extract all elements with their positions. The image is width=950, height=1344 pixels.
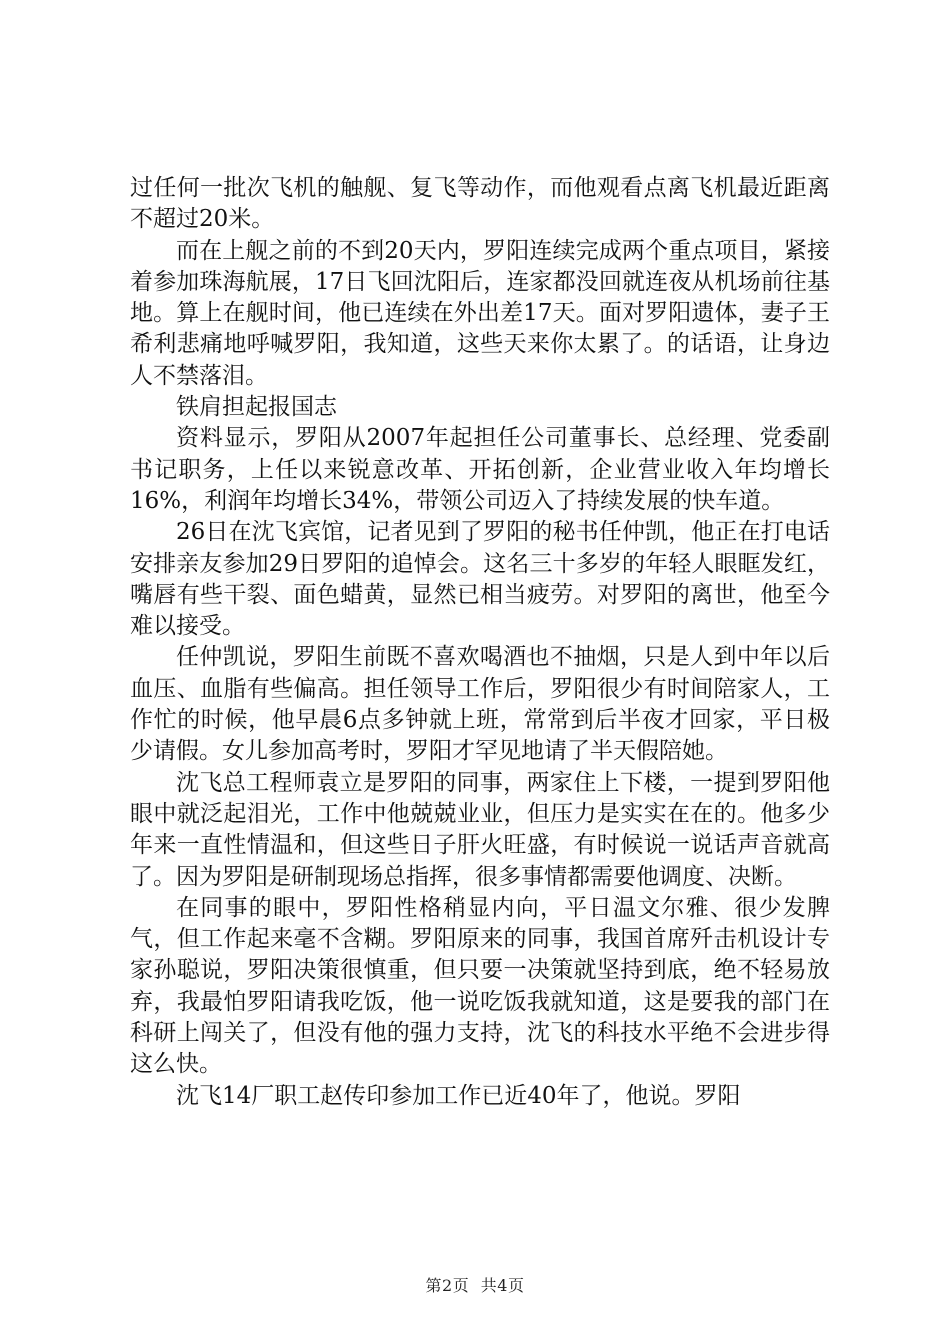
page-total: 共4页 (480, 1276, 525, 1295)
paragraph: 任仲凯说，罗阳生前既不喜欢喝酒也不抽烟，只是人到中年以后血压、血脂有些偏高。担任领导工作后，罗阳很少有时间陪家人，工作忙的时候，他早晨6点多钟就上班，常常到后半夜才回家，平日极少请假。女儿参加高考时，罗阳才罕见地请了半天假陪她。 (130, 644, 830, 765)
page-number: 第2页 (425, 1276, 470, 1295)
document-body (130, 173, 830, 1112)
paragraph: 资料显示，罗阳从2007年起担任公司董事长、总经理、党委副书记职务，上任以来锐意改革、开拓创新，企业营业收入年均增长16%，利润年均增长34%，带领公司迈入了持续发展的快车道。 (130, 425, 830, 514)
section-heading: 铁肩担起报国志 (176, 394, 337, 421)
paragraph: 在同事的眼中，罗阳性格稍显内向，平日温文尔雅、很少发脾气，但工作起来毫不含糊。罗阳原来的同事，我国首席歼击机设计专家孙聪说，罗阳决策很慎重，但只要一决策就坚持到底，绝不轻易放弃，我最怕罗阳请我吃饭，他一说吃饭我就知道，这是要我的部门在科研上闯关了，但没有他的强力支持，沈飞的科技水平绝不会进步得这么快。 (130, 894, 830, 1078)
paragraph: 沈飞14厂职工赵传印参加工作已近40年了，他说。罗阳 (176, 1082, 741, 1109)
paragraph: 沈飞总工程师袁立是罗阳的同事，两家住上下楼，一提到罗阳他眼中就泛起泪光，工作中他兢兢业业，但压力是实实在在的。他多少年来一直性情温和，但这些日子肝火旺盛，有时候说一说话声音就高了。因为罗阳是研制现场总指挥，很多事情都需要他调度、决断。 (130, 769, 830, 890)
paragraph: 26日在沈飞宾馆，记者见到了罗阳的秘书任仲凯，他正在打电话安排亲友参加29日罗阳的追悼会。这名三十多岁的年轻人眼眶发红，嘴唇有些干裂、面色蜡黄，显然已相当疲劳。对罗阳的离世，他至今难以接受。 (130, 519, 830, 640)
paragraph: 而在上舰之前的不到20天内，罗阳连续完成两个重点项目，紧接着参加珠海航展，17日飞回沈阳后，连家都没回就连夜从机场前往基地。算上在舰时间，他已连续在外出差17天。面对罗阳遗体，妻子王希利悲痛地呼喊罗阳，我知道，这些天来你太累了。的话语，让身边人不禁落泪。 (130, 237, 830, 389)
paragraph-continuation: 过任何一批次飞机的触舰、复飞等动作，而他观看点离飞机最近距离不超过20米。 (130, 175, 830, 233)
page-footer (0, 1273, 950, 1296)
